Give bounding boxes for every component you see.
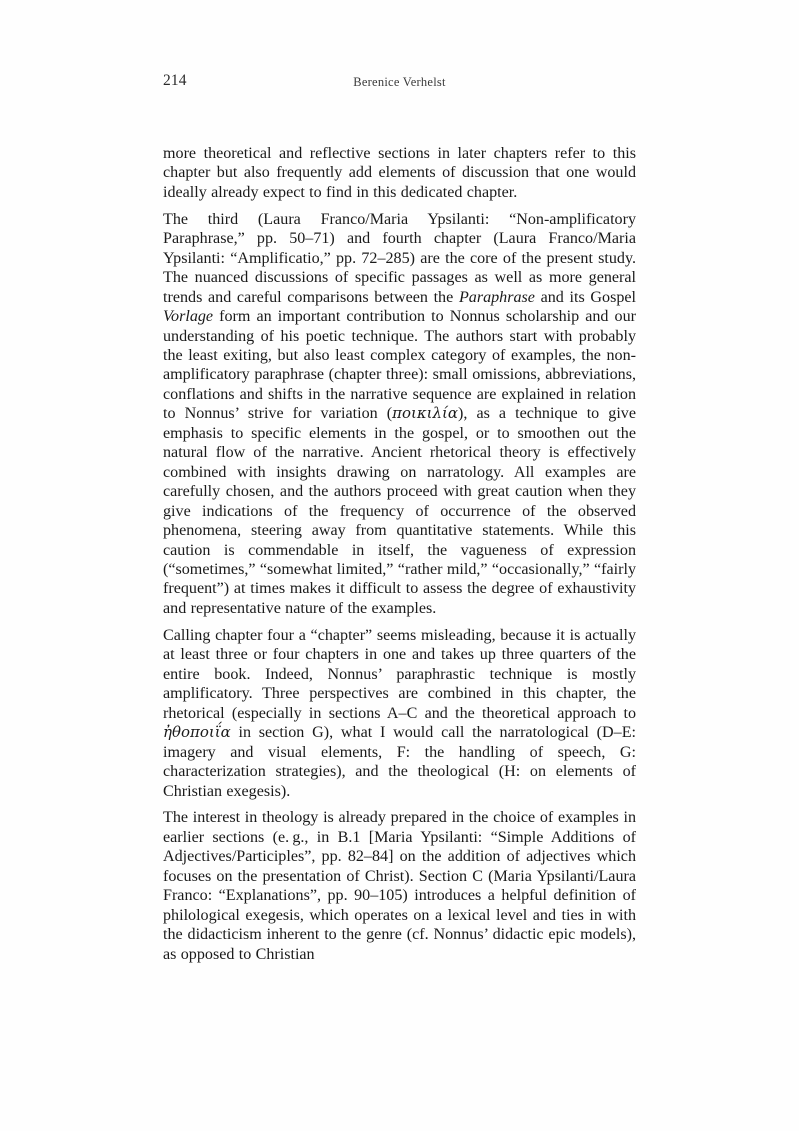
running-head-author: Berenice Verhelst — [353, 75, 446, 89]
paragraph-3: Calling chapter four a “chapter” seems misleading, because it is actually at least three or four chapters in one and takes up three quarters of the entire book. Indeed, Nonnus’ paraphrastic technique is mostly amplificatory. Three perspectives are combined in this chapter, the rhetorical (especially in sections A–C and the theoretical approach to ἠθοποιΐα in section G), what I would call the narratological (D–E: imagery and visual elements, F: the handling of speech, G: characterization strategies), and the theological (H: on elements of Christian exegesis). — [163, 626, 636, 800]
paragraph-2: The third (Laura Franco/Maria Ypsilanti: “Non-amplificatory Paraphrase,” pp. 50–71) and fourth chapter (Laura Franco/Maria Ypsilanti: “Amplificatio,” pp. 72–285) are the core of the present study. The nuanced discussions of specific passages as well as more general trends and careful comparisons between the Paraphrase and its Gospel Vorlage form an important contribution to Nonnus scholarship and our understanding of his poetic technique. The authors start with probably the least exiting, but also least complex category of examples, the non-amplificatory paraphrase (chapter three): small omissions, abbreviations, conflations and shifts in the narrative sequence are explained in relation to Nonnus’ strive for variation (ποικιλία), as a technique to give emphasis to specific elements in the gospel, or to smoothen out the natural flow of the narrative. Ancient rhetorical theory is effectively combined with insights drawing on narratology. All examples are carefully chosen, and the authors proceed with great caution when they give indications of the frequency of occurrence of the observed phenomena, steering away from quantitative statements. While this caution is commendable in itself, the vagueness of expression (“sometimes,” “somewhat limited,” “rather mild,” “occasionally,” “fairly frequent”) at times makes it difficult to assess the degree of exhaustivity and representative nature of the examples. — [163, 210, 637, 617]
paragraph-1: more theoretical and reflective sections in later chapters refer to this chapter but also frequently add elements of discussion that one would ideally already expect to find in this dedicated chapter. — [163, 145, 636, 201]
paragraph-4: The interest in theology is already prepared in the choice of examples in earlier sections (e. g., in B.1 [Maria Ypsilanti: “Simple Additions of Adjectives/Participles”, pp. 82–84] on the addition of adjectives which focuses on the presentation of Christ). Section C (Maria Ypsilanti/Laura Franco: “Explanations”, pp. 90–105) introduces a helpful definition of philological exegesis, which operates on a lexical level and ties in with the didacticism inherent to the genre (cf. Nonnus’ didactic epic models), as opposed to Christian — [163, 809, 636, 963]
page-number: 214 — [163, 72, 187, 89]
page-header — [163, 72, 636, 92]
body-text-block — [163, 144, 636, 964]
